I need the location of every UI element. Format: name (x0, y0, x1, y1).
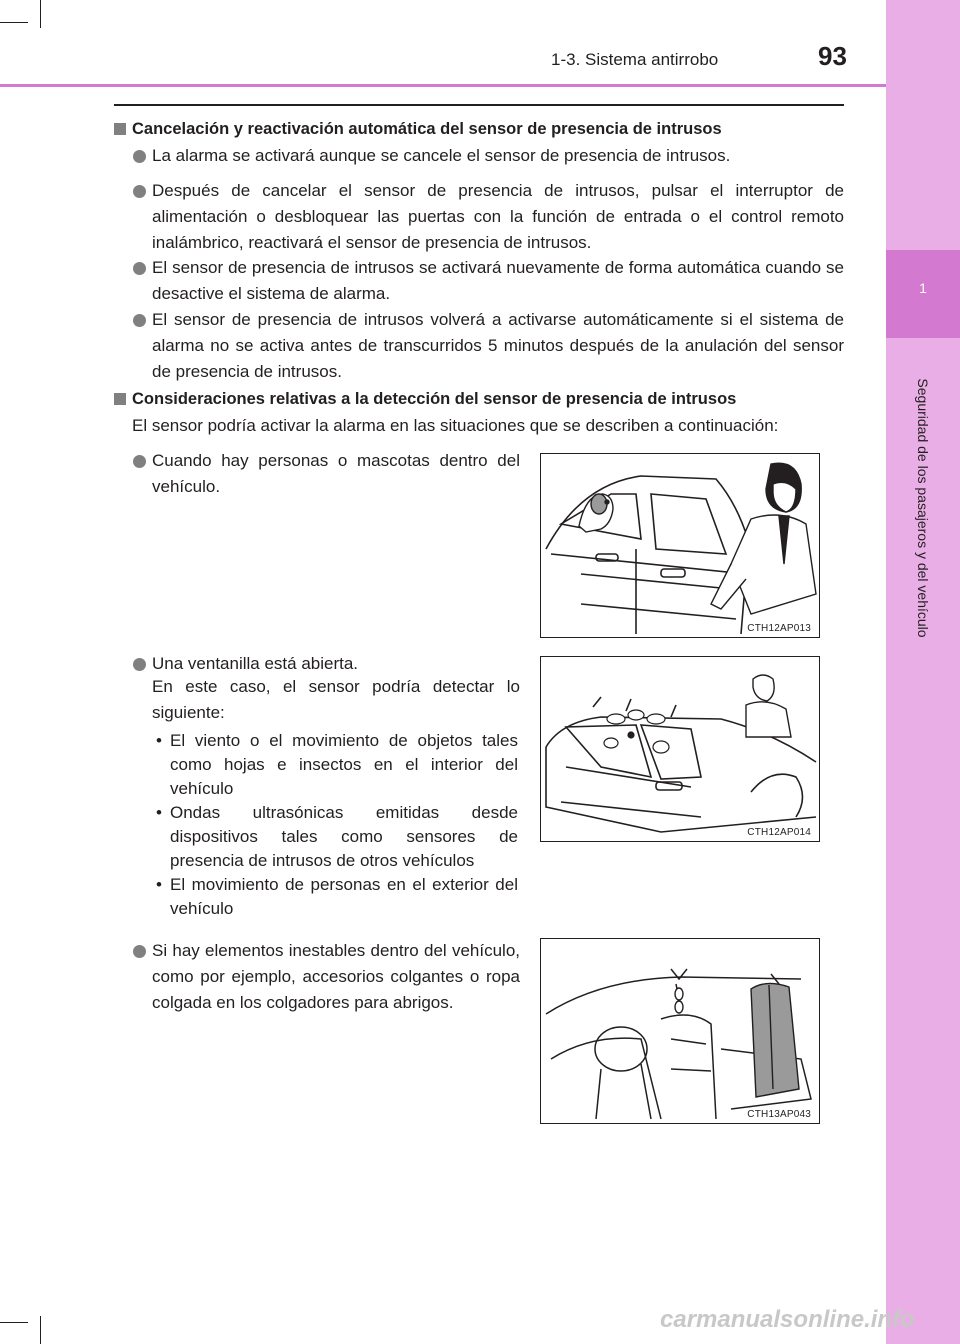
bullet-dot-icon (133, 185, 146, 198)
section1-item-4: El sensor de presencia de intrusos volverá a activarse automáticamente si el sistema de alarma no se activa antes de transcurridos 5 minutos después de la anulación del sensor de presencia de intrusos. (152, 310, 844, 381)
section1-item-1: La alarma se activará aunque se cancele el sensor de presencia de intrusos. (152, 146, 731, 165)
section2-item-3: Si hay elementos inestables dentro del vehículo, como por ejemplo, accesorios colgantes o ropa colgada en los colgadores para abrigos. (152, 941, 520, 1012)
bullet-dot-icon (133, 658, 146, 671)
chapter-title: Seguridad de los pasajeros y del vehículo (915, 378, 931, 638)
section2-intro: El sensor podría activar la alarma en las situaciones que se describen a continuación: (132, 416, 779, 435)
heading-square-icon (114, 123, 126, 135)
figure-code: CTH13AP043 (747, 1109, 811, 1120)
crop-mark (40, 1316, 41, 1344)
bullet-dot-icon (133, 314, 146, 327)
bullet-dot-icon (133, 150, 146, 163)
bullet-marker: • (156, 875, 162, 894)
figure-pet-in-car (540, 453, 820, 638)
heading-square-icon (114, 393, 126, 405)
section-title: 1-3. Sistema antirrobo (551, 50, 719, 69)
section2-item-2-bullet-2: Ondas ultrasónicas emitidas desde dispositivos tales como sensores de presencia de intrusos de otros vehículos (170, 803, 518, 870)
chapter-number: 1 (919, 280, 927, 296)
figure-open-window (540, 656, 820, 842)
section2-item-2-bullet-1: El viento o el movimiento de objetos tales como hojas e insectos en el interior del vehículo (170, 731, 518, 798)
content-rule (114, 104, 844, 106)
section1-heading: Cancelación y reactivación automática del sensor de presencia de intrusos (132, 120, 722, 138)
page-number: 93 (818, 41, 847, 71)
figure-code: CTH12AP013 (747, 623, 811, 634)
section2-item-2: Una ventanilla está abierta. (152, 654, 359, 673)
bullet-dot-icon (133, 945, 146, 958)
crop-mark (0, 1322, 28, 1323)
crop-mark (40, 0, 41, 28)
figure-hanging-items (540, 938, 820, 1124)
header-rule (0, 84, 886, 87)
car-open-window-illustration (541, 657, 820, 842)
figure-code: CTH12AP014 (747, 827, 811, 838)
chapter-sidebar (886, 0, 960, 1344)
bullet-dot-icon (133, 262, 146, 275)
bullet-dot-icon (133, 455, 146, 468)
section2-item-2-bullet-3: El movimiento de personas en el exterior del vehículo (170, 875, 518, 918)
bullet-marker: • (156, 731, 162, 750)
section2-item-1: Cuando hay personas o mascotas dentro del vehículo. (152, 451, 520, 496)
site-watermark: carmanualsonline.info (660, 1306, 915, 1333)
section2-heading: Consideraciones relativas a la detección del sensor de presencia de intrusos (132, 390, 737, 408)
section2-item-2-sub: En este caso, el sensor podría detectar lo siguiente: (152, 677, 520, 722)
bullet-marker: • (156, 803, 162, 822)
car-interior-hanging-items-illustration (541, 939, 820, 1124)
section1-item-3: El sensor de presencia de intrusos se activará nuevamente de forma automática cuando se desactive el sistema de alarma. (152, 258, 844, 303)
car-with-dog-illustration (541, 454, 820, 638)
section1-item-2: Después de cancelar el sensor de presencia de intrusos, pulsar el interruptor de alimentación o desbloquear las puertas con la función de entrada o el control remoto inalámbrico, reactivará el sensor de presencia de intrusos. (152, 181, 844, 252)
crop-mark (0, 22, 28, 23)
